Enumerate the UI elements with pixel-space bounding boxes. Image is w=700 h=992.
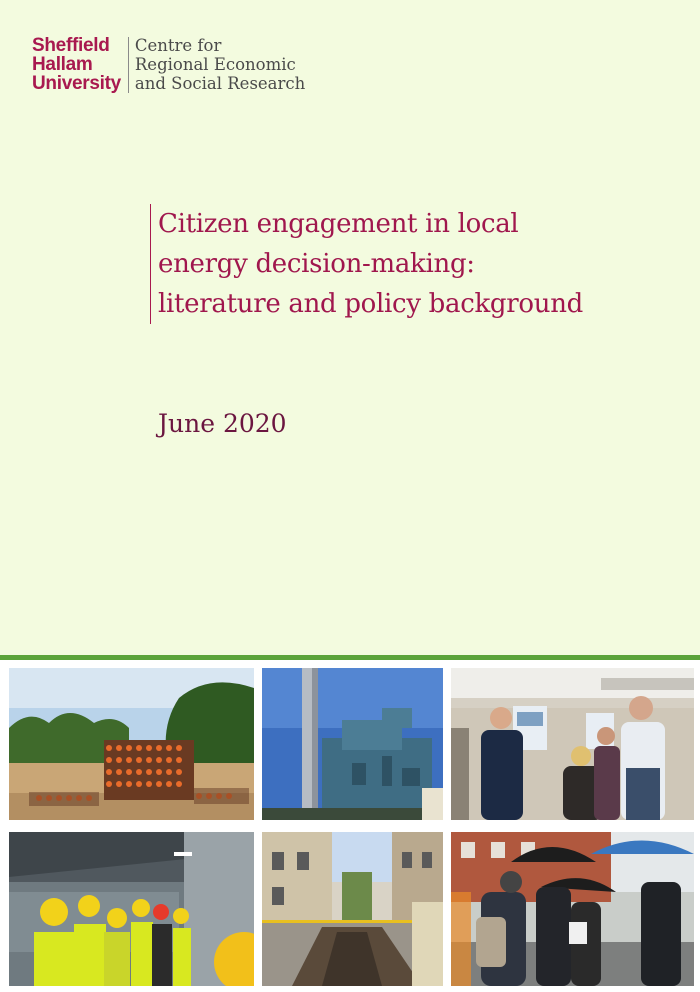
university-wordmark (32, 36, 121, 93)
wordmark-line: Sheffield (32, 35, 110, 56)
photo-energy-centre (262, 668, 443, 820)
centre-name-line: Regional Economic (134, 55, 296, 74)
photo-street-trench (262, 832, 443, 986)
title-line: literature and policy background (158, 289, 583, 319)
wordmark-line: Hallam (32, 54, 93, 75)
title-line: Citizen engagement in local (158, 209, 519, 239)
title-line: energy decision-making: (158, 249, 475, 279)
photo-pipes (9, 668, 254, 820)
publication-date: June 2020 (158, 409, 287, 438)
logo (32, 36, 305, 93)
logo-divider (128, 37, 129, 93)
photo-hardhat-tour (9, 832, 254, 986)
report-title (150, 204, 583, 324)
wordmark-line: University (32, 73, 121, 94)
photo-discussion (451, 668, 694, 820)
photo-umbrella-visit (451, 832, 694, 986)
centre-name (135, 36, 305, 93)
centre-name-line: and Social Research (134, 74, 306, 93)
centre-name-line: Centre for (134, 36, 222, 55)
